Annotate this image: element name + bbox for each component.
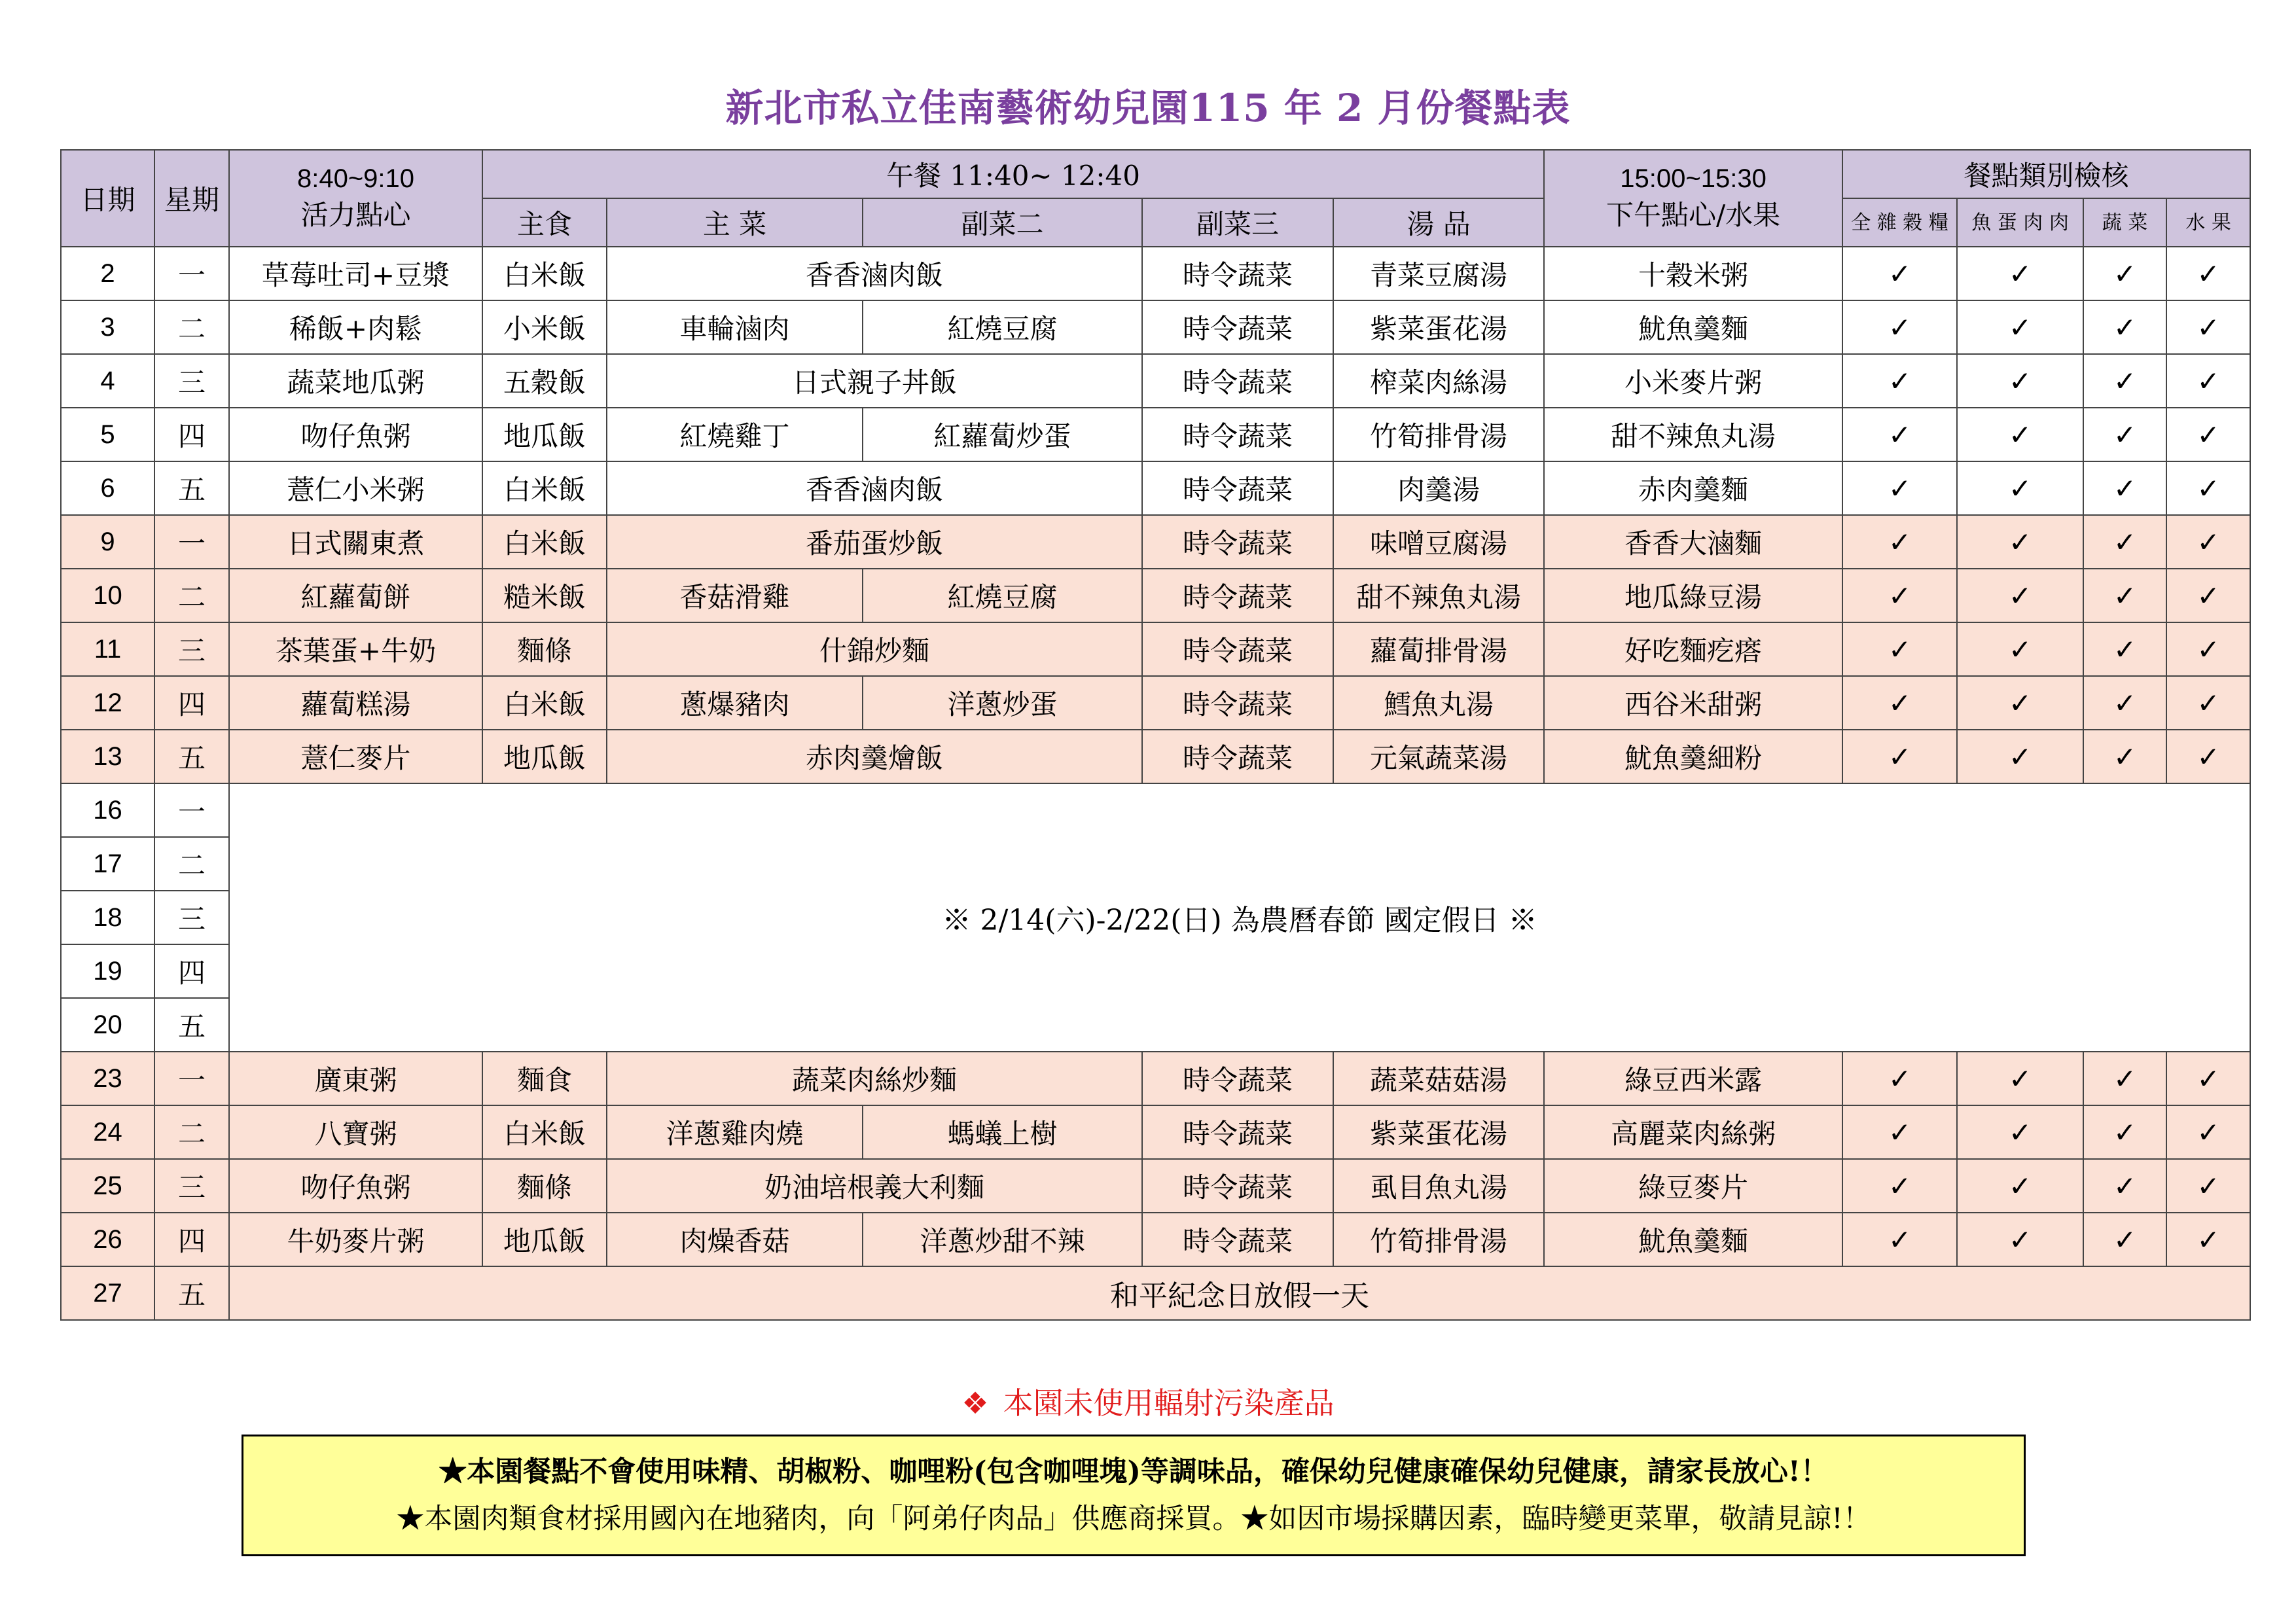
soup-cell: 蔬菜菇菇湯 [1333,1052,1544,1105]
morning-snack-cell: 廣東粥 [229,1052,482,1105]
check-veg-mark: ✓ [2083,1213,2166,1266]
check-protein-mark: ✓ [1957,1213,2083,1266]
col-side3-header: 副菜三 [1142,198,1333,247]
notice-line [0,1380,2296,1423]
day-cell: 16 [61,783,154,837]
check-fruit-mark: ✓ [2166,1213,2250,1266]
check-veg-mark: ✓ [2083,354,2166,408]
check-grains-mark: ✓ [1842,1159,1957,1213]
holiday-notice-cell: ※ 2/14(六)-2/22(日) 為農曆春節 國定假日 ※ [229,783,2250,1052]
side-dish-3-cell: 時令蔬菜 [1142,1159,1333,1213]
check-grains-mark: ✓ [1842,247,1957,300]
check-fruit-mark: ✓ [2166,408,2250,461]
check-grains-mark: ✓ [1842,1213,1957,1266]
check-grains-mark: ✓ [1842,461,1957,515]
afternoon-snack-cell: 地瓜綠豆湯 [1544,569,1842,622]
day-cell: 12 [61,676,154,730]
footer-line-1: ★本園餐點不會使用味精、胡椒粉、咖哩粉(包含咖哩塊)等調味品，確保幼兒健康確保幼兒健康，請家長放心!！ [439,1455,1829,1488]
check-veg-mark: ✓ [2083,730,2166,783]
check-fruit-mark: ✓ [2166,461,2250,515]
weekday-cell: 五 [154,998,229,1052]
check-fruit-mark: ✓ [2166,622,2250,676]
afternoon-snack-cell: 魷魚羹麵 [1544,1213,1842,1266]
morning-snack-cell: 蔬菜地瓜粥 [229,354,482,408]
main-dish-cell: 日式親子丼飯 [607,354,1142,408]
table-row [61,622,2250,676]
day-cell: 27 [61,1266,154,1320]
check-protein-mark: ✓ [1957,300,2083,354]
staple-cell: 小米飯 [482,300,607,354]
check-protein-mark: ✓ [1957,247,2083,300]
side-dish-3-cell: 時令蔬菜 [1142,1105,1333,1159]
soup-cell: 蘿蔔排骨湯 [1333,622,1544,676]
check-fruit-mark: ✓ [2166,247,2250,300]
soup-cell: 竹筍排骨湯 [1333,1213,1544,1266]
main-dish-cell: 奶油培根義大利麵 [607,1159,1142,1213]
peace-day-notice-cell: 和平紀念日放假一天 [229,1266,2250,1320]
check-grains-mark: ✓ [1842,515,1957,569]
staple-cell: 麵食 [482,1052,607,1105]
side-dish-3-cell: 時令蔬菜 [1142,461,1333,515]
soup-cell: 味噌豆腐湯 [1333,515,1544,569]
day-cell: 17 [61,837,154,891]
side-dish-2-cell: 洋蔥炒蛋 [863,676,1142,730]
header-row-1 [61,150,2250,198]
check-fruit-mark: ✓ [2166,676,2250,730]
weekday-cell: 二 [154,1105,229,1159]
weekday-cell: 五 [154,461,229,515]
staple-cell: 麵條 [482,1159,607,1213]
table-row [61,408,2250,461]
day-cell: 18 [61,891,154,944]
weekday-cell: 二 [154,837,229,891]
col-afternoon-header: 15:00~15:30 下午點心/水果 [1544,150,1842,247]
weekday-cell: 一 [154,1052,229,1105]
day-cell: 25 [61,1159,154,1213]
check-grains-mark: ✓ [1842,730,1957,783]
table-row [61,1213,2250,1266]
check-fruit-mark: ✓ [2166,730,2250,783]
morning-snack-cell: 茶葉蛋+牛奶 [229,622,482,676]
check-protein-mark: ✓ [1957,569,2083,622]
side-dish-2-cell: 紅燒豆腐 [863,569,1142,622]
table-row [61,300,2250,354]
afternoon-snack-cell: 西谷米甜粥 [1544,676,1842,730]
table-row [61,354,2250,408]
weekday-cell: 四 [154,1213,229,1266]
main-dish-cell: 肉燥香菇 [607,1213,863,1266]
afternoon-snack-cell: 高麗菜肉絲粥 [1544,1105,1842,1159]
check-veg-mark: ✓ [2083,408,2166,461]
main-dish-cell: 蔥爆豬肉 [607,676,863,730]
side-dish-3-cell: 時令蔬菜 [1142,569,1333,622]
weekday-cell: 三 [154,1159,229,1213]
diamond-icon: ❖ [961,1385,989,1421]
notice-text: 本園未使用輻射污染產品 [1003,1385,1335,1421]
soup-cell: 竹筍排骨湯 [1333,408,1544,461]
side-dish-3-cell: 時令蔬菜 [1142,622,1333,676]
day-cell: 9 [61,515,154,569]
soup-cell: 肉羹湯 [1333,461,1544,515]
morning-snack-cell: 稀飯+肉鬆 [229,300,482,354]
staple-cell: 糙米飯 [482,569,607,622]
afternoon-snack-cell: 赤肉羹麵 [1544,461,1842,515]
weekday-cell: 四 [154,944,229,998]
check-protein-mark: ✓ [1957,676,2083,730]
morning-snack-cell: 薏仁麥片 [229,730,482,783]
check-veg-mark: ✓ [2083,1159,2166,1213]
check-veg-mark: ✓ [2083,622,2166,676]
morning-snack-cell: 草莓吐司+豆漿 [229,247,482,300]
check-fruit-mark: ✓ [2166,1105,2250,1159]
check-grains-mark: ✓ [1842,300,1957,354]
main-dish-cell: 紅燒雞丁 [607,408,863,461]
staple-cell: 地瓜飯 [482,1213,607,1266]
col-soup-header: 湯 品 [1333,198,1544,247]
col-side2-header: 副菜二 [863,198,1142,247]
staple-cell: 地瓜飯 [482,730,607,783]
check-grains-mark: ✓ [1842,1105,1957,1159]
col-check-protein: 魚 蛋 肉 肉 [1957,198,2083,247]
soup-cell: 紫菜蛋花湯 [1333,1105,1544,1159]
check-grains-mark: ✓ [1842,569,1957,622]
day-cell: 3 [61,300,154,354]
check-veg-mark: ✓ [2083,1105,2166,1159]
check-fruit-mark: ✓ [2166,569,2250,622]
check-protein-mark: ✓ [1957,515,2083,569]
soup-cell: 紫菜蛋花湯 [1333,300,1544,354]
day-cell: 24 [61,1105,154,1159]
col-check-header: 餐點類別檢核 [1842,150,2250,198]
check-fruit-mark: ✓ [2166,354,2250,408]
soup-cell: 鱈魚丸湯 [1333,676,1544,730]
day-cell: 19 [61,944,154,998]
morning-snack-cell: 牛奶麥片粥 [229,1213,482,1266]
check-protein-mark: ✓ [1957,1159,2083,1213]
table-row [61,247,2250,300]
table-row [61,1159,2250,1213]
check-protein-mark: ✓ [1957,408,2083,461]
main-dish-cell: 車輪滷肉 [607,300,863,354]
check-grains-mark: ✓ [1842,676,1957,730]
main-dish-cell: 番茄蛋炒飯 [607,515,1142,569]
check-grains-mark: ✓ [1842,408,1957,461]
weekday-cell: 五 [154,730,229,783]
check-protein-mark: ✓ [1957,461,2083,515]
morning-snack-cell: 薏仁小米粥 [229,461,482,515]
morning-snack-cell: 吻仔魚粥 [229,1159,482,1213]
side-dish-2-cell: 螞蟻上樹 [863,1105,1142,1159]
check-fruit-mark: ✓ [2166,1159,2250,1213]
page-title: 新北市私立佳南藝術幼兒園115 年 2 月份餐點表 [725,86,1571,130]
col-check-grains: 全 雜 穀 糧 [1842,198,1957,247]
check-grains-mark: ✓ [1842,1052,1957,1105]
staple-cell: 五穀飯 [482,354,607,408]
check-grains-mark: ✓ [1842,354,1957,408]
table-row [61,1052,2250,1105]
col-morning-header: 8:40~9:10 活力點心 [229,150,482,247]
afternoon-snack-cell: 好吃麵疙瘩 [1544,622,1842,676]
check-veg-mark: ✓ [2083,247,2166,300]
morning-snack-cell: 紅蘿蔔餅 [229,569,482,622]
side-dish-3-cell: 時令蔬菜 [1142,730,1333,783]
side-dish-3-cell: 時令蔬菜 [1142,408,1333,461]
side-dish-3-cell: 時令蔬菜 [1142,300,1333,354]
footer-note-box [242,1435,2026,1556]
check-veg-mark: ✓ [2083,569,2166,622]
side-dish-3-cell: 時令蔬菜 [1142,354,1333,408]
check-veg-mark: ✓ [2083,676,2166,730]
check-protein-mark: ✓ [1957,622,2083,676]
table-row [61,461,2250,515]
side-dish-3-cell: 時令蔬菜 [1142,515,1333,569]
main-dish-cell: 香香滷肉飯 [607,461,1142,515]
footer-line-2: ★本園肉類食材採用國內在地豬肉，向「阿弟仔肉品」供應商採買。★如因市場採購因素，臨時變更菜單，敬請見諒!！ [396,1503,1871,1535]
afternoon-snack-cell: 魷魚羹麵 [1544,300,1842,354]
day-cell: 26 [61,1213,154,1266]
check-protein-mark: ✓ [1957,1052,2083,1105]
weekday-cell: 三 [154,891,229,944]
afternoon-snack-cell: 香香大滷麵 [1544,515,1842,569]
day-cell: 4 [61,354,154,408]
table-row [61,730,2250,783]
day-cell: 20 [61,998,154,1052]
staple-cell: 白米飯 [482,676,607,730]
afternoon-snack-cell: 綠豆麥片 [1544,1159,1842,1213]
check-veg-mark: ✓ [2083,461,2166,515]
morning-snack-cell: 日式關東煮 [229,515,482,569]
side-dish-3-cell: 時令蔬菜 [1142,247,1333,300]
check-fruit-mark: ✓ [2166,515,2250,569]
morning-snack-cell: 八寶粥 [229,1105,482,1159]
soup-cell: 虱目魚丸湯 [1333,1159,1544,1213]
morning-snack-cell: 吻仔魚粥 [229,408,482,461]
col-check-veg: 蔬 菜 [2083,198,2166,247]
staple-cell: 麵條 [482,622,607,676]
weekday-cell: 一 [154,247,229,300]
soup-cell: 榨菜肉絲湯 [1333,354,1544,408]
main-dish-cell: 洋蔥雞肉燒 [607,1105,863,1159]
col-day-header: 日期 [61,150,154,247]
weekday-cell: 四 [154,408,229,461]
soup-cell: 甜不辣魚丸湯 [1333,569,1544,622]
day-cell: 10 [61,569,154,622]
side-dish-3-cell: 時令蔬菜 [1142,1052,1333,1105]
staple-cell: 地瓜飯 [482,408,607,461]
col-check-fruit: 水 果 [2166,198,2250,247]
weekday-cell: 二 [154,300,229,354]
morning-snack-cell: 蘿蔔糕湯 [229,676,482,730]
check-veg-mark: ✓ [2083,300,2166,354]
table-row [61,569,2250,622]
side-dish-2-cell: 紅燒豆腐 [863,300,1142,354]
check-veg-mark: ✓ [2083,1052,2166,1105]
check-protein-mark: ✓ [1957,1105,2083,1159]
weekday-cell: 一 [154,783,229,837]
weekday-cell: 三 [154,622,229,676]
afternoon-snack-cell: 十穀米粥 [1544,247,1842,300]
staple-cell: 白米飯 [482,1105,607,1159]
check-grains-mark: ✓ [1842,622,1957,676]
weekday-cell: 三 [154,354,229,408]
day-cell: 2 [61,247,154,300]
side-dish-2-cell: 紅蘿蔔炒蛋 [863,408,1142,461]
day-cell: 11 [61,622,154,676]
col-main-header: 主 菜 [607,198,863,247]
main-dish-cell: 蔬菜肉絲炒麵 [607,1052,1142,1105]
day-cell: 6 [61,461,154,515]
soup-cell: 元氣蔬菜湯 [1333,730,1544,783]
weekday-cell: 一 [154,515,229,569]
side-dish-3-cell: 時令蔬菜 [1142,1213,1333,1266]
col-staple-header: 主食 [482,198,607,247]
col-weekday-header: 星期 [154,150,229,247]
table-row [61,1105,2250,1159]
check-fruit-mark: ✓ [2166,1052,2250,1105]
staple-cell: 白米飯 [482,247,607,300]
staple-cell: 白米飯 [482,515,607,569]
side-dish-3-cell: 時令蔬菜 [1142,676,1333,730]
table-row [61,515,2250,569]
afternoon-snack-cell: 綠豆西米露 [1544,1052,1842,1105]
main-dish-cell: 香香滷肉飯 [607,247,1142,300]
weekday-cell: 五 [154,1266,229,1320]
staple-cell: 白米飯 [482,461,607,515]
table-row [61,1266,2250,1320]
main-dish-cell: 香菇滑雞 [607,569,863,622]
check-protein-mark: ✓ [1957,354,2083,408]
day-cell: 23 [61,1052,154,1105]
afternoon-snack-cell: 甜不辣魚丸湯 [1544,408,1842,461]
table-row [61,783,2250,837]
meal-table [60,149,2251,1321]
weekday-cell: 二 [154,569,229,622]
side-dish-2-cell: 洋蔥炒甜不辣 [863,1213,1142,1266]
table-row [61,676,2250,730]
check-fruit-mark: ✓ [2166,300,2250,354]
check-veg-mark: ✓ [2083,515,2166,569]
soup-cell: 青菜豆腐湯 [1333,247,1544,300]
col-lunch-header: 午餐 11:40~ 12:40 [482,150,1544,198]
main-dish-cell: 赤肉羹燴飯 [607,730,1142,783]
check-protein-mark: ✓ [1957,730,2083,783]
afternoon-snack-cell: 魷魚羹細粉 [1544,730,1842,783]
main-dish-cell: 什錦炒麵 [607,622,1142,676]
weekday-cell: 四 [154,676,229,730]
day-cell: 13 [61,730,154,783]
day-cell: 5 [61,408,154,461]
afternoon-snack-cell: 小米麥片粥 [1544,354,1842,408]
